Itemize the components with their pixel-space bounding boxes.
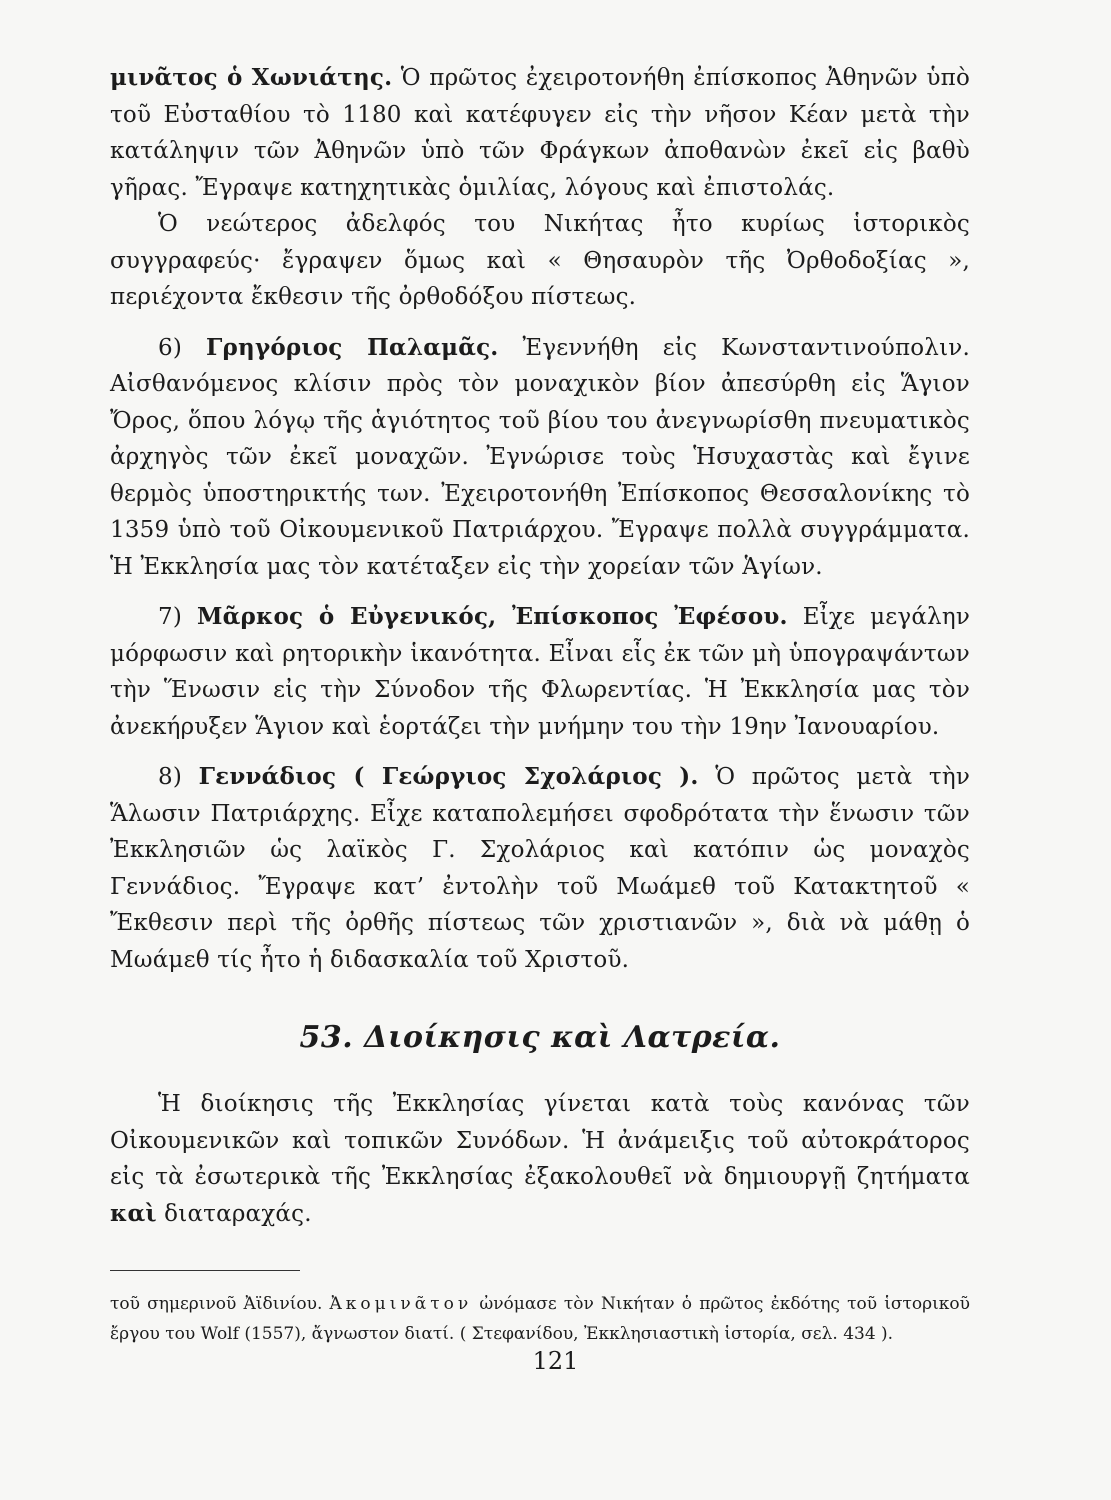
paragraph-text: Εἶχε μεγάλην μόρφωσιν καὶ ρητορικὴν ἱκανότητα. Εἶναι εἷς ἐκ τῶν μὴ ὑπογραψάντων τὴν Ἕνωσιν εἰς τὴν Σύνοδον τῆς Φλωρεντίας. Ἡ Ἐκκλησία μας τὸν ἀνεκήρυξεν Ἅγιον καὶ ἑορτάζει τὴν μνήμην του τὴν 19ην Ἰανουαρίου. [110, 604, 971, 740]
footnote-spaced-word: Ἀκομινᾶτον [329, 1294, 473, 1314]
footnote-text-rest: ὠνόμασε τὸν Νικήταν ὁ πρῶτος ἐκδότης τοῦ ἱστορικοῦ ἔργου του Wolf (1557), ἄγνωστον διατί. ( Στεφανίδου, Ἐκκλησιαστικὴ ἱστορία, σελ. 434 ). [110, 1294, 970, 1344]
footnote [110, 1289, 970, 1349]
entry-palamas [110, 330, 970, 586]
paragraph-niketas: Ὁ νεώτερος ἀδελφός του Νικήτας ἦτο κυρίως ἱστορικὸς συγγραφεύς· ἔγραψεν ὅμως καὶ « Θησαυρὸν τῆς Ὀρθοδοξίας », περιέχοντα ἔκθεσιν τῆς ὀρθοδόξου πίστεως. [110, 211, 970, 310]
page-number: 121 [532, 1347, 579, 1375]
footnote-divider [110, 1270, 300, 1271]
paragraph-text: Ὁ πρῶτος ἐχειροτονήθη ἐπίσκοπος Ἀθηνῶν ὑπὸ τοῦ Εὐσταθίου τὸ 1180 καὶ κατέφυγεν εἰς τὴν νῆσον Κέαν μετὰ τὴν κατάληψιν τῶν Ἀθηνῶν ὑπὸ τῶν Φράγκων ἀποθανὼν ἐκεῖ εἰς βαθὺ γῆρας. Ἔγραψε κατηχητικὰς ὁμιλίας, λόγους καὶ ἐπιστολάς. [110, 65, 970, 201]
entry-eugenikos [110, 599, 970, 745]
lead-name: Γρηγόριος Παλαμᾶς. [206, 333, 499, 361]
footnote-text: τοῦ σημερινοῦ Ἀϊδινίου. [110, 1294, 330, 1314]
lead-name: Μᾶρκος ὁ Εὐγενικός, Ἐπίσκοπος Ἐφέσου. [196, 603, 788, 630]
bold-word: καὶ [110, 1199, 157, 1227]
entry-number: 7) [158, 604, 183, 630]
paragraph-text: Ἐγεννήθη εἰς Κωνσταντινούπολιν. Αἰσθανόμενος κλίσιν πρὸς τὸν μοναχικὸν βίον ἀπεσύρθη εἰς Ἅγιον Ὄρος, ὅπου λόγῳ τῆς ἁγιότητος τοῦ βίου του ἀνεγνωρίσθη πνευματικὸς ἀρχηγὸς τῶν ἐκεῖ μοναχῶν. Ἐγνώρισε τοὺς Ἡσυχαστὰς καὶ ἔγινε θερμὸς ὑποστηρικτής των. Ἐχειροτονήθη Ἐπίσκοπος Θεσσαλονίκης τὸ 1359 ὑπὸ τοῦ Οἰκουμενικοῦ Πατριάρχου. Ἔγραψε πολλὰ συγγράμματα. Ἡ Ἐκκλησία μας τὸν κατέταξεν εἰς τὴν χορείαν τῶν Ἁγίων. [110, 334, 970, 580]
section-heading: 53. Διοίκησις καὶ Λατρεία. [299, 1020, 781, 1055]
paragraph-tail: διαταραχάς. [156, 1200, 312, 1227]
lead-name: Γεννάδιος ( Γεώργιος Σχολάριος ). [198, 763, 699, 790]
lead-name: μινᾶτος ὁ Χωνιάτης. [110, 64, 393, 91]
paragraph-text: Ἡ διοίκησις τῆς Ἐκκλησίας γίνεται κατὰ τοὺς κανόνας τῶν Οἰκουμενικῶν καὶ τοπικῶν Συνόδων. Ἡ ἀνάμειξις τοῦ αὐτοκράτορος εἰς τὰ ἐσωτερικὰ τῆς Ἐκκλησίας ἐξακολουθεῖ νὰ δημιουργῇ ζητήματα [110, 1091, 970, 1190]
paragraph-text: Ὁ πρῶτος μετὰ τὴν Ἅλωσιν Πατριάρχης. Εἶχε καταπολεμήσει σφοδρότατα τὴν ἕνωσιν τῶν Ἐκκλησιῶν ὡς λαϊκὸς Γ. Σχολάριος καὶ κατόπιν ὡς μοναχὸς Γεννάδιος. Ἔγραψε κατ’ ἐντολὴν τοῦ Μωάμεθ τοῦ Κατακτητοῦ « Ἔκθεσιν περὶ τῆς ὀρθῆς πίστεως τῶν χριστιανῶν », διὰ νὰ μάθῃ ὁ Μωάμεθ τίς ἦτο ἡ διδασκαλία τοῦ Χριστοῦ. [110, 764, 971, 973]
entry-gennadios [110, 759, 970, 978]
entry-number: 6) [158, 334, 183, 361]
entry-number: 8) [158, 764, 183, 790]
paragraph-choniates [110, 60, 970, 206]
page-body [110, 60, 970, 1349]
section-paragraph [110, 1086, 970, 1232]
